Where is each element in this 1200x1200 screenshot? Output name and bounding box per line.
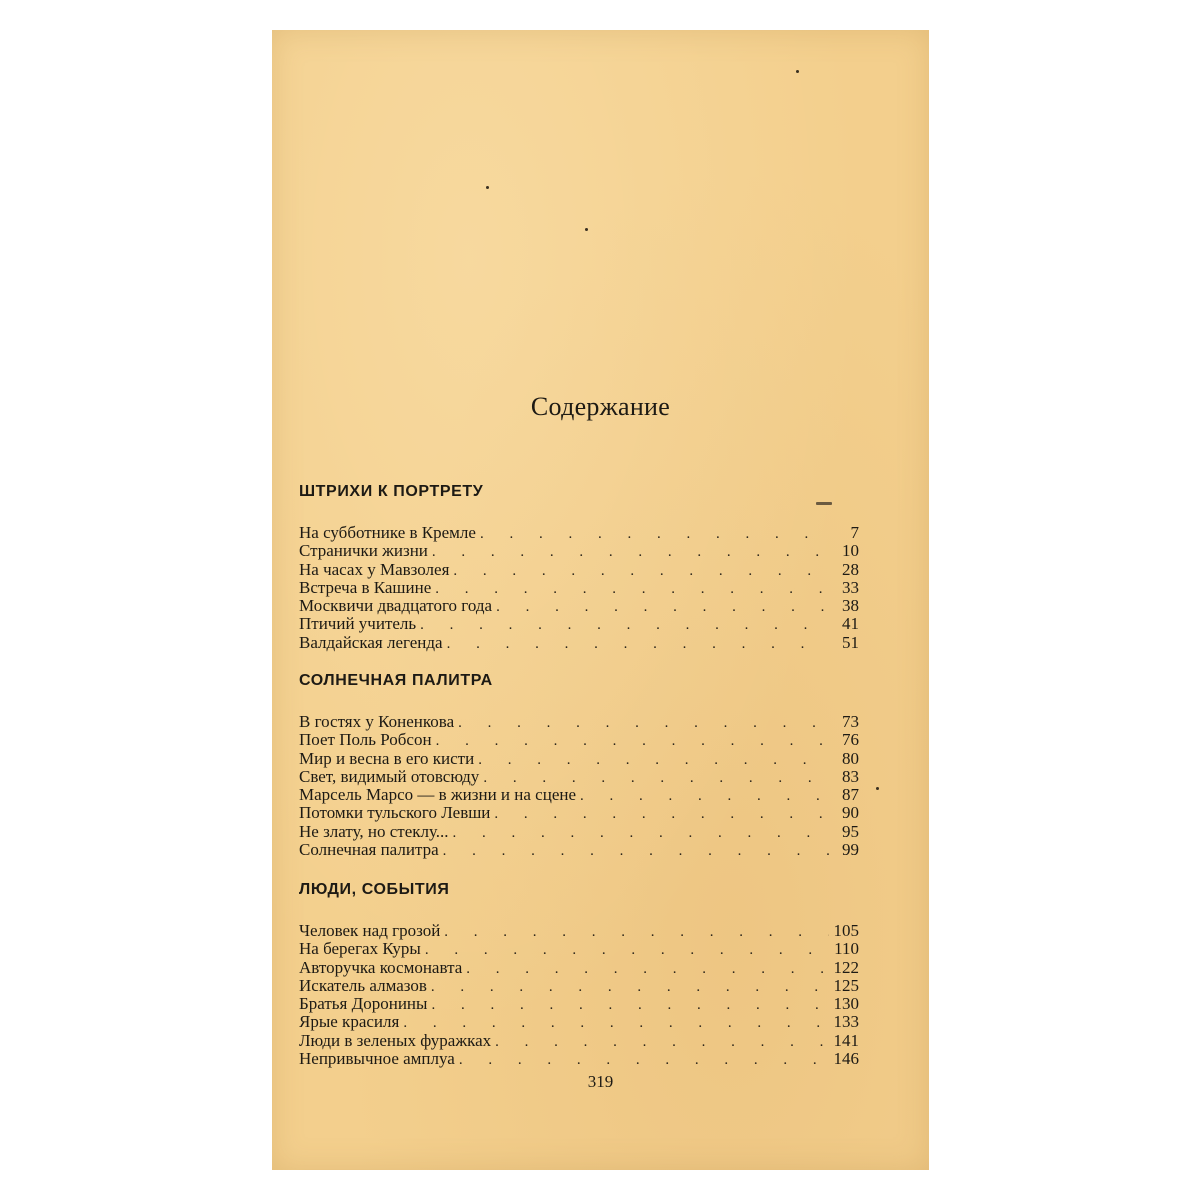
toc-entry[interactable] <box>299 1032 859 1050</box>
dot-leader <box>435 580 829 598</box>
entry-page-number: 87 <box>842 785 859 805</box>
dot-leader <box>431 978 829 996</box>
dot-leader <box>453 824 829 842</box>
entry-title: Непривычное амплуа <box>299 1049 455 1069</box>
paper-speck <box>585 228 588 231</box>
entry-title: Свет, видимый отовсюду <box>299 766 480 786</box>
toc-entry[interactable] <box>299 823 859 841</box>
toc-section-2 <box>299 671 859 859</box>
dot-leader <box>466 960 829 978</box>
entry-title: Марсель Марсо — в жизни и на сцене <box>299 785 577 805</box>
toc-entry[interactable] <box>299 940 859 958</box>
entry-page-number: 122 <box>833 957 859 977</box>
entry-page-number: 95 <box>842 821 859 841</box>
toc-entry[interactable] <box>299 786 859 804</box>
toc-entry[interactable] <box>299 731 859 749</box>
entry-title: На берегах Куры <box>299 939 421 959</box>
entry-title: Потомки тульского Левши <box>299 803 491 823</box>
page-title: Содержание <box>530 392 671 421</box>
section-heading: ЛЮДИ, СОБЫТИЯ <box>299 881 450 898</box>
toc-entry[interactable] <box>299 542 859 560</box>
dot-leader <box>478 751 829 769</box>
dot-leader <box>496 598 829 616</box>
toc-entry[interactable] <box>299 597 859 615</box>
toc-entry[interactable] <box>299 579 859 597</box>
paper-speck <box>796 70 799 73</box>
dot-leader <box>420 616 829 634</box>
entry-title: Мир и весна в его кисти <box>299 748 475 768</box>
entry-title: Авторучка космонавта <box>299 957 463 977</box>
book-page <box>272 30 929 1170</box>
entry-page-number: 125 <box>833 975 859 995</box>
dot-leader <box>480 525 829 543</box>
entry-page-number: 38 <box>842 596 859 616</box>
entry-title: Братья Доронины <box>299 994 428 1014</box>
entry-title: В гостях у Коненкова <box>299 712 455 731</box>
section-heading: СОЛНЕЧНАЯ ПАЛИТРА <box>299 672 493 689</box>
entry-page-number: 110 <box>834 939 859 959</box>
dot-leader <box>443 842 829 860</box>
entry-title: Валдайская легенда <box>299 632 443 652</box>
entry-title: На часах у Мавзолея <box>299 559 450 579</box>
entry-title: Ярые красиля <box>299 1012 400 1032</box>
toc-entry[interactable] <box>299 634 859 652</box>
dot-leader <box>432 543 829 561</box>
entry-page-number: 80 <box>842 748 859 768</box>
entry-title: Птичий учитель <box>299 614 417 634</box>
entry-page-number: 130 <box>833 994 859 1014</box>
entry-page-number: 146 <box>833 1049 859 1069</box>
dot-leader <box>425 941 829 959</box>
dot-leader <box>436 732 829 750</box>
entry-page-number: 10 <box>842 541 859 561</box>
toc-entry[interactable] <box>299 750 859 768</box>
toc-entry[interactable] <box>299 995 859 1013</box>
entry-page-number: 83 <box>842 766 859 786</box>
entry-page-number: 33 <box>842 577 859 597</box>
entry-page-number: 76 <box>842 730 859 750</box>
dot-leader <box>494 805 829 823</box>
entry-page-number: 105 <box>833 921 859 940</box>
entry-title: Человек над грозой <box>299 921 441 940</box>
toc-entry[interactable] <box>299 615 859 633</box>
entry-page-number: 7 <box>850 523 859 542</box>
dot-leader <box>580 787 829 805</box>
entry-page-number: 133 <box>833 1012 859 1032</box>
entry-page-number: 41 <box>842 614 859 634</box>
toc-entry[interactable] <box>299 1013 859 1031</box>
entry-page-number: 28 <box>842 559 859 579</box>
toc-entry[interactable] <box>299 922 859 940</box>
toc-entry[interactable] <box>299 768 859 786</box>
dot-leader <box>431 996 829 1014</box>
toc-entry[interactable] <box>299 841 859 859</box>
paper-speck <box>876 787 879 790</box>
dot-leader <box>444 923 829 941</box>
entry-title: Не злату, но стеклу... <box>299 821 449 841</box>
toc-section-1 <box>299 482 859 652</box>
dot-leader <box>453 562 829 580</box>
toc-entry[interactable] <box>299 1050 859 1068</box>
entry-title: На субботнике в Кремле <box>299 523 476 542</box>
entry-title: Солнечная палитра <box>299 840 439 860</box>
entry-title: Встреча в Кашине <box>299 577 432 597</box>
dot-leader <box>403 1014 829 1032</box>
entry-page-number: 90 <box>842 803 859 823</box>
entry-title: Искатель алмазов <box>299 975 427 995</box>
section-heading: ШТРИХИ К ПОРТРЕТУ <box>299 483 484 500</box>
dot-leader <box>458 714 829 732</box>
entry-title: Странички жизни <box>299 541 428 561</box>
toc-entry[interactable] <box>299 804 859 822</box>
toc-entry[interactable] <box>299 524 859 542</box>
page-number: 319 <box>587 1072 614 1091</box>
paper-speck <box>486 186 489 189</box>
dot-leader <box>483 769 829 787</box>
toc-section-3 <box>299 880 859 1068</box>
dot-leader <box>459 1051 829 1069</box>
toc-entry[interactable] <box>299 561 859 579</box>
entry-title: Поет Поль Робсон <box>299 730 432 750</box>
entry-page-number: 99 <box>842 840 859 860</box>
dot-leader <box>447 635 829 653</box>
entry-title: Люди в зеленых фуражках <box>299 1030 492 1050</box>
toc-entry[interactable] <box>299 977 859 995</box>
toc-entry[interactable] <box>299 959 859 977</box>
entry-page-number: 141 <box>833 1030 859 1050</box>
entry-title: Москвичи двадцатого года <box>299 596 493 616</box>
entry-page-number: 73 <box>842 712 859 731</box>
toc-entry[interactable] <box>299 713 859 731</box>
dot-leader <box>495 1033 829 1051</box>
entry-page-number: 51 <box>842 632 859 652</box>
